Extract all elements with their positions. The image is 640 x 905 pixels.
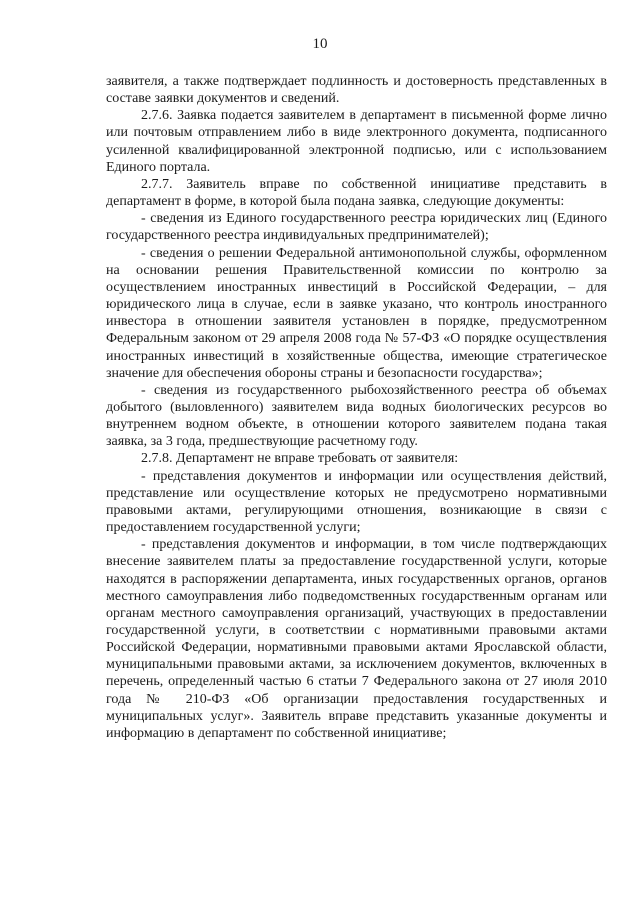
- paragraph: - представления документов и информации или осуществления действий, представление или осуществление которых не предусмотрено нормативными правовыми актами, регулирующими отношения, возникающие в связи с предоставлением государственной услуги;: [106, 468, 607, 536]
- paragraph: - представления документов и информации, в том числе подтверждающих внесение заявителем платы за предоставление государственной услуги, которые находятся в распоряжении департамента, иных государственных органов, органов местного самоуправления либо подведомственных государственным органам или органам местного самоуправления организаций, участвующих в предоставлении государственной услуги, в соответствии с нормативными правовыми актами Российской Федерации, нормативными правовыми актами Ярославской области, муниципальными правовыми актами, за исключением документов, включенных в перечень, определенный частью 6 статьи 7 Федерального закона от 27 июля 2010 года № 210-ФЗ «Об организации предоставления государственных и муниципальных услуг». Заявитель вправе представить указанные документы и информацию в департамент по собственной инициативе;: [106, 537, 607, 741]
- page-number: 10: [312, 36, 328, 52]
- paragraph: - сведения из государственного рыбохозяйственного реестра об объемах добытого (выловленного) заявителем вида водных биологических ресурсов во внутреннем водном объекте, в отношении которого заявителем подана такая заявка, за 3 года, предшествующие расчетному году.: [106, 382, 607, 450]
- document-body: [106, 73, 607, 742]
- paragraph: - сведения из Единого государственного реестра юридических лиц (Единого государственного реестра индивидуальных предпринимателей);: [106, 211, 607, 244]
- paragraph: 2.7.8. Департамент не вправе требовать от заявителя:: [141, 451, 459, 467]
- paragraph: 2.7.6. Заявка подается заявителем в департамент в письменной форме лично или почтовым отправлением либо в виде электронного документа, подписанного усиленной квалифицированной электронной подписью, или с использованием Единого портала.: [106, 108, 607, 175]
- paragraph: 2.7.7. Заявитель вправе по собственной инициативе представить в департамент в форме, в которой была подана заявка, следующие документы:: [106, 176, 607, 210]
- paragraph: заявителя, а также подтверждает подлинность и достоверность представленных в составе заявки документов и сведений.: [106, 74, 607, 107]
- paragraph: - сведения о решении Федеральной антимонопольной службы, оформленном на основании решения Правительственной комиссии по контролю за осуществлением иностранных инвестиций в Российской Федерации, – для юридического лица в случае, если в заявке указано, что контроль иностранного инвестора в отношении заявителя установлен в порядке, предусмотренном Федеральным законом от 29 апреля 2008 года № 57-ФЗ «О порядке осуществления иностранных инвестиций в хозяйственные общества, имеющие стратегическое значение для обеспечения обороны страны и безопасности государства»;: [106, 245, 607, 381]
